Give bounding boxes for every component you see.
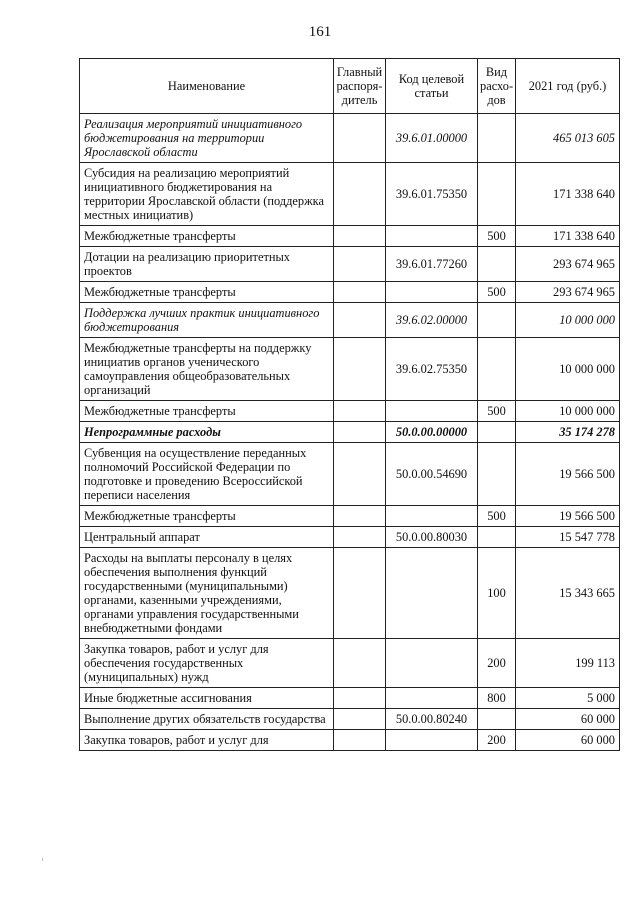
table-row	[80, 688, 620, 709]
cell-admin	[334, 114, 386, 163]
cell-amount: 171 338 640	[516, 163, 620, 226]
cell-name: Субсидия на реализацию мероприятий инициативного бюджетирования на территории Ярославской области (поддержка местных инициатив)	[80, 163, 334, 226]
cell-name: Закупка товаров, работ и услуг для обеспечения государственных (муниципальных) нужд	[80, 639, 334, 688]
cell-kind: 200	[478, 639, 516, 688]
cell-amount: 171 338 640	[516, 226, 620, 247]
cell-name: Иные бюджетные ассигнования	[80, 688, 334, 709]
cell-name: Субвенция на осуществление переданных полномочий Российской Федерации по подготовке и проведению Всероссийской переписи населения	[80, 443, 334, 506]
cell-admin	[334, 401, 386, 422]
cell-kind: 500	[478, 506, 516, 527]
cell-code	[386, 730, 478, 751]
table-row	[80, 303, 620, 338]
cell-amount: 35 174 278	[516, 422, 620, 443]
cell-amount: 15 547 778	[516, 527, 620, 548]
cell-name: Непрограммные расходы	[80, 422, 334, 443]
cell-kind: 500	[478, 226, 516, 247]
cell-amount: 10 000 000	[516, 338, 620, 401]
cell-amount: 293 674 965	[516, 247, 620, 282]
page-number: 161	[308, 24, 332, 40]
cell-kind	[478, 422, 516, 443]
cell-admin	[334, 688, 386, 709]
cell-name: Выполнение других обязательств государства	[80, 709, 334, 730]
cell-amount: 199 113	[516, 639, 620, 688]
cell-code: 39.6.02.00000	[386, 303, 478, 338]
cell-code: 39.6.01.75350	[386, 163, 478, 226]
margin-mark	[42, 858, 43, 861]
cell-name: Межбюджетные трансферты	[80, 401, 334, 422]
table-row	[80, 282, 620, 303]
cell-code	[386, 506, 478, 527]
cell-admin	[334, 247, 386, 282]
cell-code	[386, 282, 478, 303]
table-row	[80, 443, 620, 506]
cell-kind	[478, 303, 516, 338]
cell-amount: 60 000	[516, 709, 620, 730]
cell-code	[386, 548, 478, 639]
cell-amount: 15 343 665	[516, 548, 620, 639]
cell-code: 50.0.00.54690	[386, 443, 478, 506]
cell-amount: 293 674 965	[516, 282, 620, 303]
cell-admin	[334, 282, 386, 303]
cell-name: Межбюджетные трансферты	[80, 282, 334, 303]
cell-name: Межбюджетные трансферты	[80, 506, 334, 527]
cell-kind	[478, 163, 516, 226]
cell-amount: 60 000	[516, 730, 620, 751]
cell-code	[386, 401, 478, 422]
cell-amount: 19 566 500	[516, 443, 620, 506]
cell-amount: 10 000 000	[516, 303, 620, 338]
cell-amount: 465 013 605	[516, 114, 620, 163]
cell-admin	[334, 730, 386, 751]
cell-name: Межбюджетные трансферты на поддержку инициатив органов ученического самоуправления общеобразовательных организаций	[80, 338, 334, 401]
cell-code: 39.6.01.77260	[386, 247, 478, 282]
cell-code: 39.6.02.75350	[386, 338, 478, 401]
table-row	[80, 548, 620, 639]
cell-name: Центральный аппарат	[80, 527, 334, 548]
budget-table	[79, 58, 620, 751]
table-row	[80, 247, 620, 282]
cell-admin	[334, 548, 386, 639]
cell-admin	[334, 443, 386, 506]
table-row	[80, 422, 620, 443]
header-admin: Главный распоря-дитель	[334, 59, 386, 114]
cell-kind	[478, 247, 516, 282]
table-row	[80, 226, 620, 247]
cell-kind	[478, 114, 516, 163]
cell-kind	[478, 709, 516, 730]
header-name: Наименование	[80, 59, 334, 114]
cell-kind: 800	[478, 688, 516, 709]
table-row	[80, 163, 620, 226]
cell-admin	[334, 639, 386, 688]
table-row	[80, 114, 620, 163]
cell-name: Поддержка лучших практик инициативного бюджетирования	[80, 303, 334, 338]
header-code: Код целевой статьи	[386, 59, 478, 114]
cell-code: 50.0.00.00000	[386, 422, 478, 443]
cell-admin	[334, 226, 386, 247]
cell-admin	[334, 422, 386, 443]
cell-amount: 10 000 000	[516, 401, 620, 422]
table-body	[80, 114, 620, 751]
cell-admin	[334, 303, 386, 338]
table-row	[80, 401, 620, 422]
cell-name: Реализация мероприятий инициативного бюджетирования на территории Ярославской области	[80, 114, 334, 163]
cell-amount: 5 000	[516, 688, 620, 709]
cell-name: Закупка товаров, работ и услуг для	[80, 730, 334, 751]
cell-code: 50.0.00.80030	[386, 527, 478, 548]
table-row	[80, 506, 620, 527]
cell-code	[386, 226, 478, 247]
cell-code: 39.6.01.00000	[386, 114, 478, 163]
cell-amount: 19 566 500	[516, 506, 620, 527]
table-row	[80, 730, 620, 751]
header-amount: 2021 год (руб.)	[516, 59, 620, 114]
cell-admin	[334, 163, 386, 226]
cell-admin	[334, 709, 386, 730]
cell-name: Расходы на выплаты персоналу в целях обеспечения выполнения функций государственными (муниципальными) органами, казенными учреждениями, органами управления государственными внебюджетными фондами	[80, 548, 334, 639]
cell-kind: 500	[478, 401, 516, 422]
cell-kind	[478, 338, 516, 401]
cell-code: 50.0.00.80240	[386, 709, 478, 730]
cell-admin	[334, 506, 386, 527]
cell-code	[386, 688, 478, 709]
cell-code	[386, 639, 478, 688]
cell-kind	[478, 443, 516, 506]
cell-name: Межбюджетные трансферты	[80, 226, 334, 247]
table-row	[80, 639, 620, 688]
header-kind: Вид расхо-дов	[478, 59, 516, 114]
cell-kind: 500	[478, 282, 516, 303]
cell-name: Дотации на реализацию приоритетных проектов	[80, 247, 334, 282]
cell-admin	[334, 338, 386, 401]
cell-admin	[334, 527, 386, 548]
table-row	[80, 709, 620, 730]
cell-kind	[478, 527, 516, 548]
cell-kind: 200	[478, 730, 516, 751]
table-row	[80, 527, 620, 548]
table-row	[80, 338, 620, 401]
table-header-row	[80, 59, 620, 114]
cell-kind: 100	[478, 548, 516, 639]
